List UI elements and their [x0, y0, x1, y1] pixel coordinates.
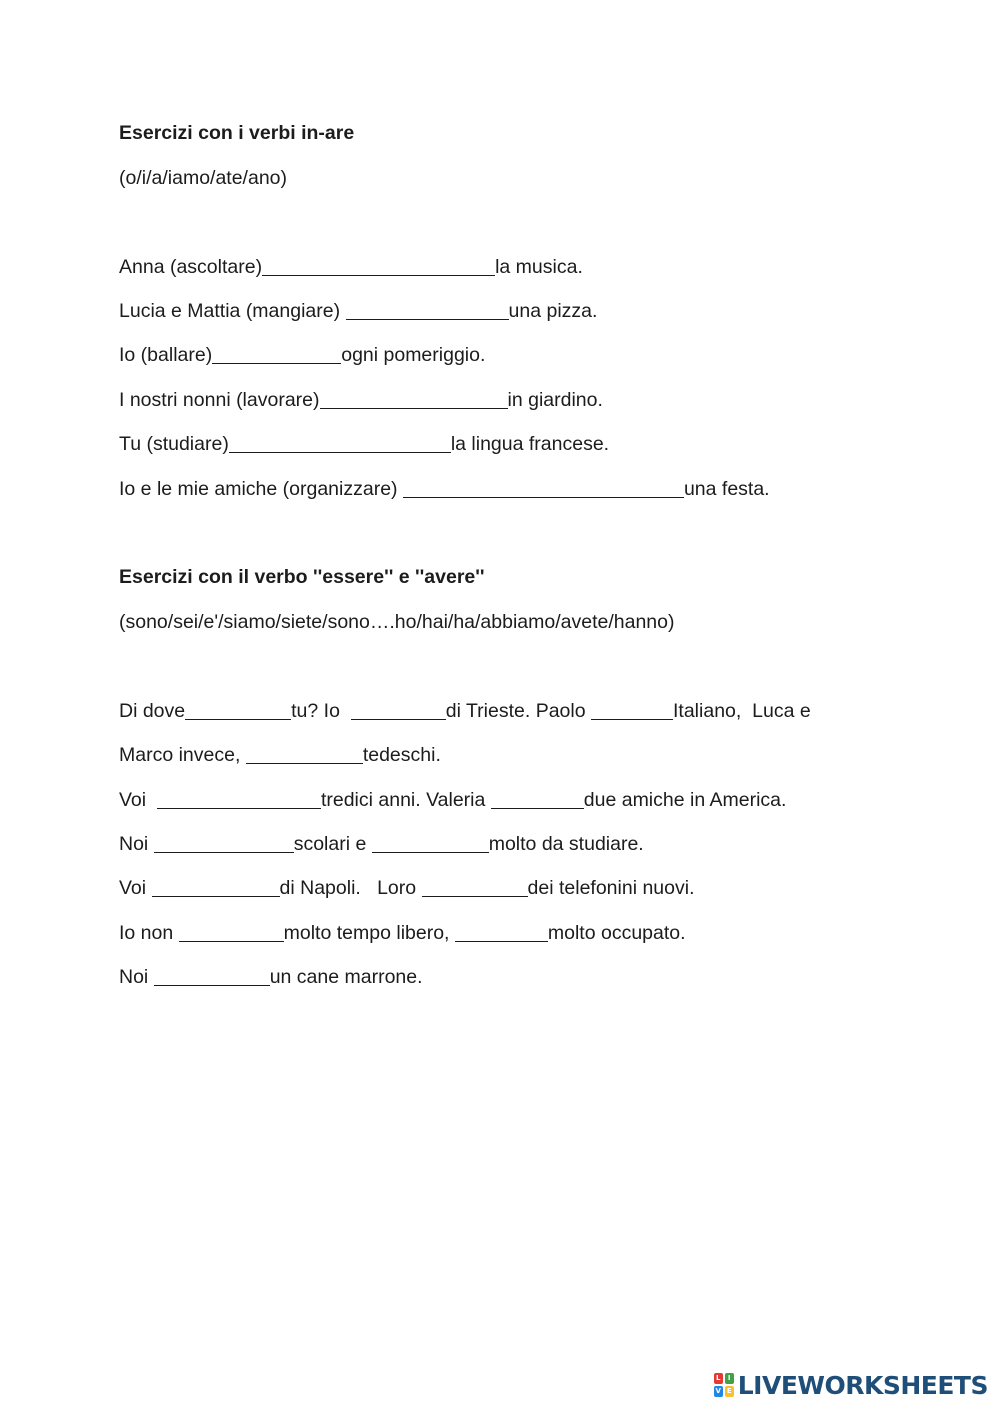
answer-blank[interactable]	[179, 923, 284, 942]
exercise-line	[119, 477, 770, 501]
logo-tile: V	[715, 1387, 721, 1395]
sentence-text: di Trieste. Paolo	[445, 700, 591, 722]
sentence-text: una festa.	[683, 478, 770, 500]
sentence-text: Voi	[119, 877, 152, 899]
answer-blank[interactable]	[422, 878, 528, 897]
sentence-text: tredici anni. Valeria	[320, 789, 491, 811]
sentence-text: ogni pomeriggio.	[341, 344, 486, 366]
logo-tile: I	[725, 1373, 734, 1384]
exercise-line	[119, 699, 811, 723]
answer-blank[interactable]	[154, 967, 270, 986]
section2-endings: (sono/sei/e'/siamo/siete/sono….ho/hai/ha/abbiamo/avete/hanno)	[119, 611, 675, 633]
sentence-text: Noi	[119, 833, 154, 855]
answer-blank[interactable]	[212, 345, 341, 364]
sentence-text: Tu (studiare)	[119, 433, 229, 455]
sentence-text: Io e le mie amiche (organizzare)	[119, 478, 403, 500]
sentence-text: Voi	[119, 789, 157, 811]
sentence-text: molto occupato.	[547, 922, 686, 944]
answer-blank[interactable]	[491, 790, 584, 809]
sentence-text: tedeschi.	[362, 744, 441, 766]
sentence-text: Noi	[119, 966, 154, 988]
sentence-text: Io non	[119, 922, 179, 944]
brand-name: LIVEWORKSHEETS	[737, 1370, 988, 1400]
answer-blank[interactable]	[152, 878, 280, 897]
sentence-text: dei telefonini nuovi.	[527, 877, 695, 899]
sentence-text: la lingua francese.	[450, 433, 610, 455]
sentence-text: molto da studiare.	[488, 833, 644, 855]
exercise-line	[119, 299, 597, 323]
sentence-text: un cane marrone.	[269, 966, 423, 988]
liveworksheets-logo-icon	[714, 1373, 734, 1397]
sentence-text: Marco invece,	[119, 744, 246, 766]
answer-blank[interactable]	[320, 390, 508, 409]
sentence-text: due amiche in America.	[583, 789, 787, 811]
exercise-line	[119, 788, 786, 812]
answer-blank[interactable]	[185, 701, 291, 720]
liveworksheets-brand[interactable]	[714, 1370, 988, 1400]
logo-tile: E	[725, 1386, 734, 1397]
section1-title: Esercizi con i verbi in-are	[119, 122, 355, 144]
exercise-line	[119, 432, 609, 456]
exercise-line	[119, 743, 441, 767]
sentence-text: I nostri nonni (lavorare)	[119, 389, 320, 411]
sentence-text: Anna (ascoltare)	[119, 256, 263, 278]
sentence-text: Io (ballare)	[119, 344, 213, 366]
answer-blank[interactable]	[372, 834, 489, 853]
answer-blank[interactable]	[403, 479, 684, 498]
answer-blank[interactable]	[351, 701, 446, 720]
exercise-line	[119, 343, 485, 367]
exercise-line	[119, 876, 694, 900]
sentence-text: la musica.	[495, 256, 583, 278]
answer-blank[interactable]	[246, 745, 363, 764]
sentence-text: Di dove	[119, 700, 186, 722]
exercise-line	[119, 921, 686, 945]
answer-blank[interactable]	[229, 434, 451, 453]
logo-tile: L	[714, 1373, 723, 1384]
answer-blank[interactable]	[154, 834, 294, 853]
sentence-text: tu? Io	[291, 700, 351, 722]
sentence-text: in giardino.	[507, 389, 603, 411]
answer-blank[interactable]	[455, 923, 548, 942]
answer-blank[interactable]	[591, 701, 673, 720]
sentence-text: di Napoli. Loro	[279, 877, 422, 899]
exercise-line	[119, 255, 583, 279]
section1-endings: (o/i/a/iamo/ate/ano)	[119, 167, 288, 189]
sentence-text: Lucia e Mattia (mangiare)	[119, 300, 346, 322]
exercise-line	[119, 388, 603, 412]
sentence-text: scolari e	[293, 833, 372, 855]
sentence-text: una pizza.	[508, 300, 598, 322]
answer-blank[interactable]	[157, 790, 321, 809]
section2-title: Esercizi con il verbo ''essere'' e ''avere''	[119, 566, 485, 588]
sentence-text: Italiano, Luca e	[673, 700, 811, 722]
answer-blank[interactable]	[262, 257, 495, 276]
sentence-text: molto tempo libero,	[283, 922, 455, 944]
answer-blank[interactable]	[346, 301, 509, 320]
exercise-line	[119, 832, 644, 856]
exercise-line	[119, 965, 423, 989]
